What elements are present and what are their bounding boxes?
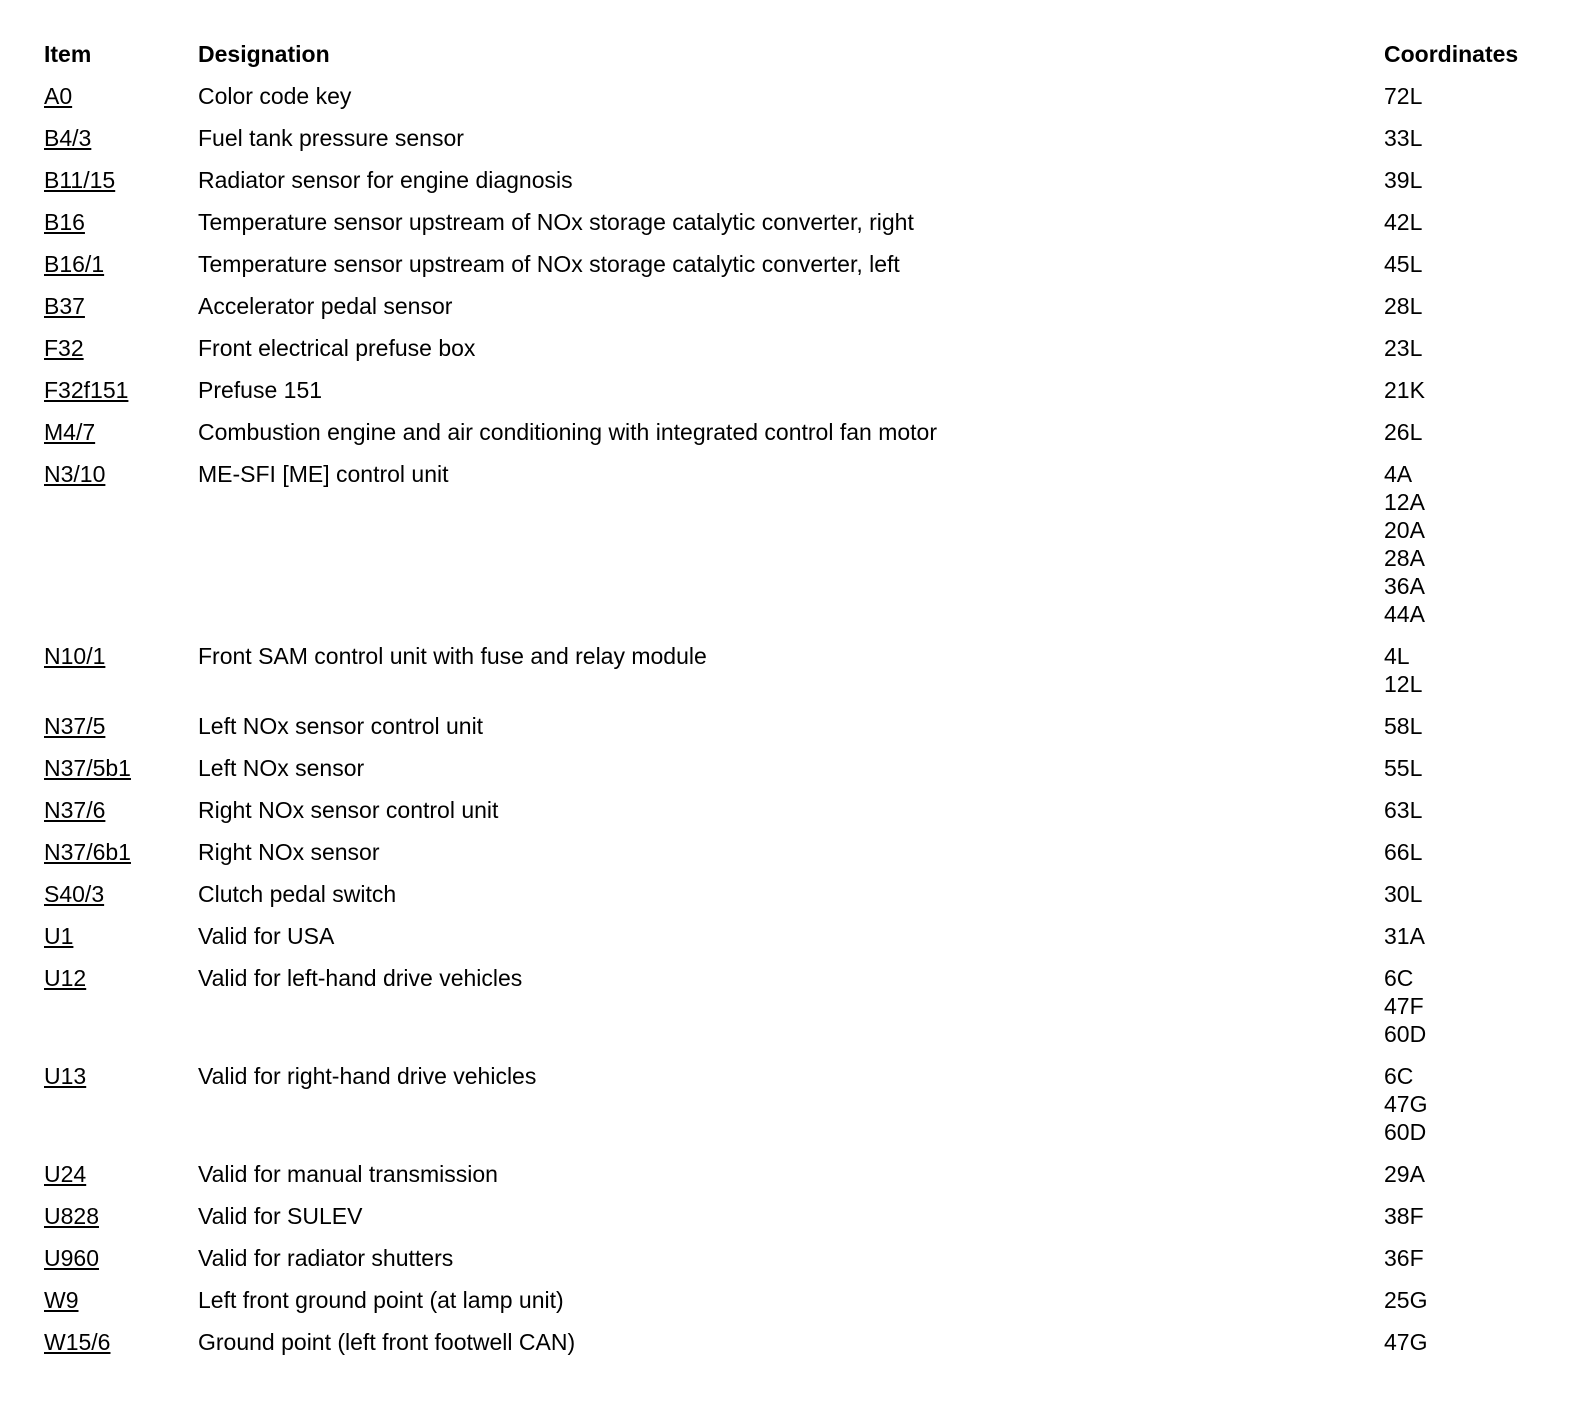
item-cell <box>44 82 198 110</box>
table-row <box>44 124 1584 152</box>
item-link[interactable]: B4/3 <box>44 125 92 151</box>
coordinate-value: 39L <box>1384 167 1423 193</box>
table-body <box>44 82 1584 1356</box>
coordinates-cell <box>1384 1062 1427 1146</box>
designation-cell: Left NOx sensor <box>198 755 365 781</box>
coordinate-value: 31A <box>1384 923 1425 949</box>
coordinates-cell <box>1384 964 1426 1048</box>
coordinate-value: 4A <box>1384 461 1413 487</box>
item-link[interactable]: B16/1 <box>44 251 105 277</box>
coordinates-cell <box>1384 292 1422 320</box>
coordinates-cell <box>1384 1244 1424 1272</box>
designation-cell: Clutch pedal switch <box>198 881 397 907</box>
coordinate-value: 21K <box>1384 377 1425 403</box>
designation-cell: Left front ground point (at lamp unit) <box>198 1287 564 1313</box>
designation-cell: Valid for manual transmission <box>198 1161 498 1187</box>
item-cell <box>44 292 198 320</box>
table-row <box>44 880 1584 908</box>
header-coordinates: Coordinates <box>1384 41 1519 67</box>
designation-cell: Color code key <box>198 83 352 109</box>
designation-cell: Temperature sensor upstream of NOx storage catalytic converter, right <box>198 209 914 235</box>
designation-cell: Radiator sensor for engine diagnosis <box>198 167 573 193</box>
item-link[interactable]: F32f151 <box>44 377 129 403</box>
coordinate-value: 66L <box>1384 839 1423 865</box>
coordinate-value: 63L <box>1384 797 1423 823</box>
header-item: Item <box>44 41 92 67</box>
coordinate-value: 30L <box>1384 881 1423 907</box>
coordinates-cell <box>1384 418 1422 446</box>
coordinates-cell <box>1384 880 1422 908</box>
coordinate-value: 28L <box>1384 293 1423 319</box>
designation-cell: Left NOx sensor control unit <box>198 713 484 739</box>
table-row <box>44 376 1584 404</box>
item-cell <box>44 460 198 488</box>
item-link[interactable]: U24 <box>44 1161 87 1187</box>
coordinate-value: 12A <box>1384 489 1425 515</box>
designation-cell: Valid for radiator shutters <box>198 1245 454 1271</box>
designation-cell: Valid for left-hand drive vehicles <box>198 965 523 991</box>
coordinates-cell <box>1384 460 1425 628</box>
table-row <box>44 460 1584 628</box>
coordinate-value: 47G <box>1384 1091 1428 1117</box>
coordinates-cell <box>1384 124 1422 152</box>
designation-cell: Right NOx sensor control unit <box>198 797 499 823</box>
coordinates-cell <box>1384 1202 1424 1230</box>
designation-cell: Front SAM control unit with fuse and relay module <box>198 643 707 669</box>
table-row <box>44 964 1584 1048</box>
table-row <box>44 754 1584 782</box>
item-link[interactable]: U1 <box>44 923 74 949</box>
coordinates-cell <box>1384 1328 1427 1356</box>
item-link[interactable]: N37/6 <box>44 797 106 823</box>
coordinates-cell <box>1384 376 1425 404</box>
coordinate-value: 36A <box>1384 573 1425 599</box>
coordinates-cell <box>1384 838 1422 866</box>
item-link[interactable]: N37/6b1 <box>44 839 131 865</box>
item-link[interactable]: N37/5b1 <box>44 755 131 781</box>
item-link[interactable]: S40/3 <box>44 881 105 907</box>
item-cell <box>44 1062 198 1090</box>
coordinate-value: 12L <box>1384 671 1423 697</box>
item-cell <box>44 250 198 278</box>
coordinate-value: 47F <box>1384 993 1424 1019</box>
designation-cell: Right NOx sensor <box>198 839 380 865</box>
designation-cell: Temperature sensor upstream of NOx storage catalytic converter, left <box>198 251 900 277</box>
coordinate-value: 26L <box>1384 419 1423 445</box>
item-cell <box>44 838 198 866</box>
coordinate-value: 28A <box>1384 545 1425 571</box>
item-link[interactable]: U828 <box>44 1203 99 1229</box>
designation-cell: ME-SFI [ME] control unit <box>198 461 449 487</box>
item-cell <box>44 166 198 194</box>
designation-cell: Accelerator pedal sensor <box>198 293 453 319</box>
item-cell <box>44 376 198 404</box>
coordinates-cell <box>1384 922 1425 950</box>
coordinate-value: 42L <box>1384 209 1423 235</box>
coordinates-cell <box>1384 166 1422 194</box>
item-link[interactable]: N3/10 <box>44 461 106 487</box>
item-link[interactable]: U12 <box>44 965 87 991</box>
table-row <box>44 796 1584 824</box>
coordinates-cell <box>1384 250 1422 278</box>
table-row <box>44 166 1584 194</box>
designation-cell: Valid for SULEV <box>198 1203 363 1229</box>
coordinate-value: 20A <box>1384 517 1425 543</box>
item-link[interactable]: U960 <box>44 1245 99 1271</box>
table-row <box>44 1244 1584 1272</box>
coordinates-cell <box>1384 208 1422 236</box>
coordinate-value: 38F <box>1384 1203 1424 1229</box>
item-cell <box>44 1244 198 1272</box>
designation-cell: Fuel tank pressure sensor <box>198 125 464 151</box>
item-link[interactable]: W9 <box>44 1287 79 1313</box>
coordinate-value: 23L <box>1384 335 1423 361</box>
coordinates-cell <box>1384 1286 1427 1314</box>
item-link[interactable]: B37 <box>44 293 85 319</box>
coordinates-cell <box>1384 754 1422 782</box>
table-header <box>44 40 1584 68</box>
table-row <box>44 922 1584 950</box>
designation-cell: Combustion engine and air conditioning with integrated control fan motor <box>198 419 937 445</box>
item-cell <box>44 642 198 670</box>
coordinate-value: 29A <box>1384 1161 1425 1187</box>
table-row <box>44 1328 1584 1356</box>
coordinate-value: 47G <box>1384 1329 1428 1355</box>
item-cell <box>44 880 198 908</box>
item-cell <box>44 418 198 446</box>
designation-cell: Prefuse 151 <box>198 377 323 403</box>
coordinate-value: 58L <box>1384 713 1423 739</box>
item-cell <box>44 712 198 740</box>
table-row <box>44 250 1584 278</box>
item-cell <box>44 124 198 152</box>
coordinate-value: 4L <box>1384 643 1410 669</box>
designation-cell: Front electrical prefuse box <box>198 335 476 361</box>
item-cell <box>44 796 198 824</box>
item-cell <box>44 922 198 950</box>
item-link[interactable]: M4/7 <box>44 419 96 445</box>
coordinates-cell <box>1384 334 1422 362</box>
coordinate-value: 6C <box>1384 965 1414 991</box>
item-link[interactable]: A0 <box>44 83 73 109</box>
item-cell <box>44 1328 198 1356</box>
table-row <box>44 1286 1584 1314</box>
table-row <box>44 838 1584 866</box>
item-link[interactable]: B11/15 <box>44 167 116 193</box>
coordinate-value: 6C <box>1384 1063 1414 1089</box>
coordinate-value: 45L <box>1384 251 1423 277</box>
item-cell <box>44 334 198 362</box>
designation-cell: Valid for right-hand drive vehicles <box>198 1063 537 1089</box>
coordinates-cell <box>1384 642 1422 698</box>
item-link[interactable]: F32 <box>44 335 84 361</box>
item-cell <box>44 1160 198 1188</box>
item-cell <box>44 1202 198 1230</box>
item-cell <box>44 964 198 992</box>
table-row <box>44 82 1584 110</box>
table-row <box>44 712 1584 740</box>
item-link[interactable]: B16 <box>44 209 85 235</box>
item-link[interactable]: U13 <box>44 1063 87 1089</box>
item-link[interactable]: N10/1 <box>44 643 106 669</box>
coordinates-cell <box>1384 1160 1425 1188</box>
coordinate-value: 55L <box>1384 755 1423 781</box>
item-cell <box>44 1286 198 1314</box>
coordinates-cell <box>1384 796 1422 824</box>
coordinate-value: 60D <box>1384 1119 1427 1145</box>
item-link[interactable]: N37/5 <box>44 713 106 739</box>
table-row <box>44 1160 1584 1188</box>
table-row <box>44 642 1584 698</box>
coordinate-value: 60D <box>1384 1021 1427 1047</box>
designation-cell: Valid for USA <box>198 923 335 949</box>
table-row <box>44 334 1584 362</box>
coordinates-cell <box>1384 712 1422 740</box>
coordinate-value: 25G <box>1384 1287 1428 1313</box>
coordinate-value: 44A <box>1384 601 1425 627</box>
coordinate-value: 36F <box>1384 1245 1424 1271</box>
coordinate-value: 33L <box>1384 125 1423 151</box>
coordinate-value: 72L <box>1384 83 1423 109</box>
item-cell <box>44 754 198 782</box>
table-row <box>44 1202 1584 1230</box>
table-row <box>44 292 1584 320</box>
table-row <box>44 418 1584 446</box>
coordinates-cell <box>1384 82 1422 110</box>
header-designation: Designation <box>198 41 330 67</box>
designation-cell: Ground point (left front footwell CAN) <box>198 1329 576 1355</box>
table-row <box>44 1062 1584 1146</box>
table-row <box>44 208 1584 236</box>
item-cell <box>44 208 198 236</box>
item-link[interactable]: W15/6 <box>44 1329 111 1355</box>
